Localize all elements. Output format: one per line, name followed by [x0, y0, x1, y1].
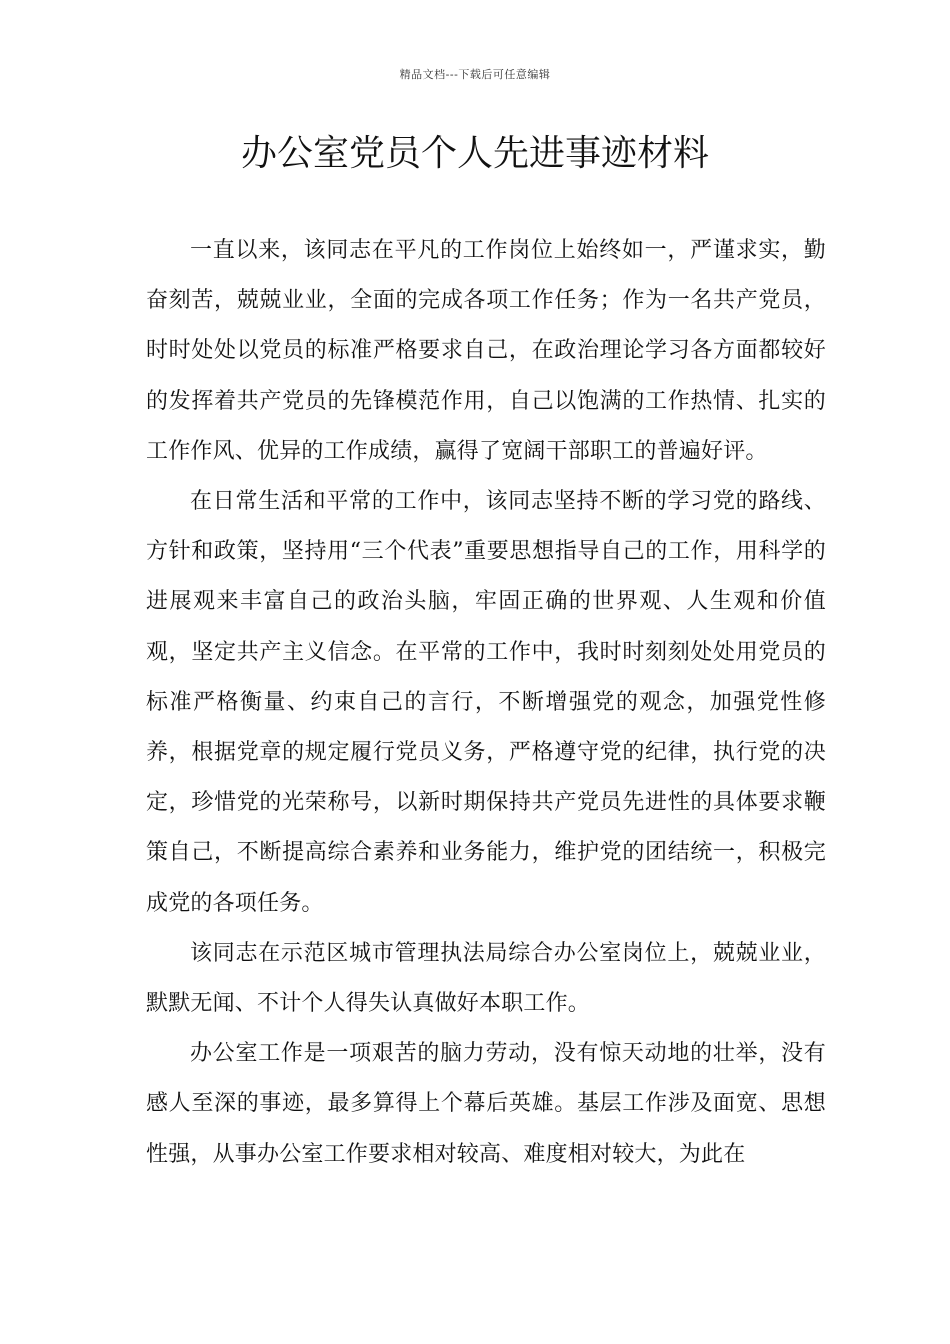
header-note: 精品文档---下载后可任意编辑	[399, 68, 551, 81]
paragraph: 在日常生活和平常的工作中，该同志坚持不断的学习党的路线、方针和政策，坚持用“三个代表”重要思想指导自己的工作，用科学的进展观来丰富自己的政治头脑，牢固正确的世界观、人生观和价值观，坚定共产主义信念。在平常的工作中，我时时刻刻处处用党员的标准严格衡量、约束自己的言行，不断增强党的观念，加强党性修养，根据党章的规定履行党员义务，严格遵守党的纪律，执行党的决定，珍惜党的光荣称号，以新时期保持共产党员先进性的具体要求鞭策自己，不断提高综合素养和业务能力，维护党的团结统一，积极完成党的各项任务。	[146, 489, 826, 916]
paragraph: 该同志在示范区城市管理执法局综合办公室岗位上，兢兢业业，默默无闻、不计个人得失认真做好本职工作。	[146, 940, 826, 1017]
paragraph: 办公室工作是一项艰苦的脑力劳动，没有惊天动地的壮举，没有感人至深的事迹，最多算得上个幕后英雄。基层工作涉及面宽、思想性强，从事办公室工作要求相对较高、难度相对较大，为此在	[146, 1041, 826, 1167]
paragraph: 一直以来，该同志在平凡的工作岗位上始终如一，严谨求实，勤奋刻苦，兢兢业业，全面的完成各项工作任务；作为一名共产党员，时时处处以党员的标准严格要求自己，在政治理论学习各方面都较好的发挥着共产党员的先锋模范作用，自己以饱满的工作热情、扎实的工作作风、优异的工作成绩，赢得了宽阔干部职工的普遍好评。	[146, 238, 826, 464]
document-title: 办公室党员个人先进事迹材料	[240, 133, 709, 174]
document-body	[146, 226, 826, 1180]
